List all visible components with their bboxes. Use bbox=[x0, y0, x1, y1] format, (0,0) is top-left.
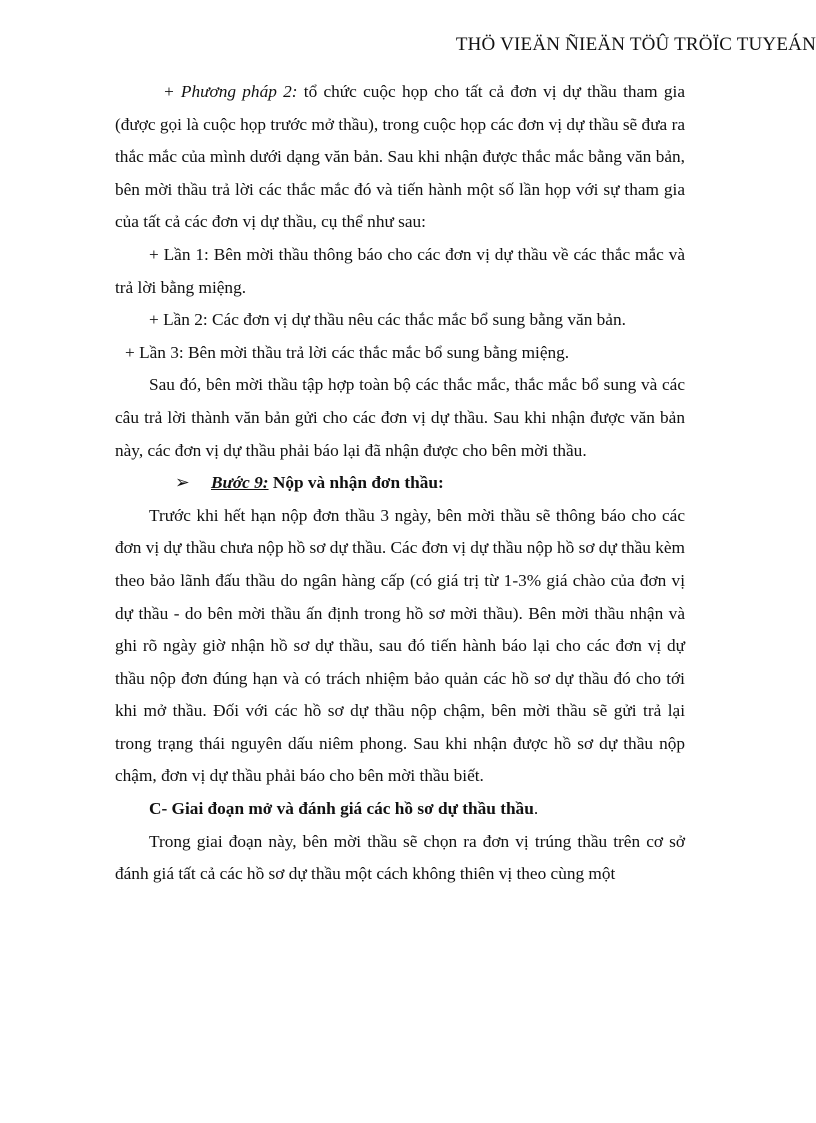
section-c-heading bbox=[115, 793, 685, 826]
step-9-label: Bước 9: bbox=[211, 473, 269, 493]
paragraph-round-1: + Lần 1: Bên mời thầu thông báo cho các đơn vị dự thầu về các thắc mắc và trả lời bằng miệng. bbox=[115, 244, 685, 297]
step-9-heading bbox=[115, 467, 685, 500]
paragraph-submission: Trước khi hết hạn nộp đơn thầu 3 ngày, bên mời thầu sẽ thông báo cho các đơn vị dự thầu chưa nộp hồ sơ dự thầu. Các đơn vị dự thầu nộp hồ sơ dự thầu kèm theo bảo lãnh đấu thầu do ngân hàng cấp (có giá trị từ 1-3% giá chào của đơn vị dự thầu - do bên mời thầu ấn định trong hồ sơ mời thầu). Bên mời thầu nhận và ghi rõ ngày giờ nhận hồ sơ dự thầu, sau đó tiến hành báo lại cho các đơn vị dự thầu nộp đơn đúng hạn và có trách nhiệm bảo quản các hồ sơ dự thầu đó cho tới khi mở thầu. Đối với các hồ sơ dự thầu nộp chậm, bên mời thầu sẽ gửi trả lại trong trạng thái nguyên dấu niêm phong. Sau khi nhận được hồ sơ dự thầu nộp chậm, đơn vị dự thầu phải báo cho bên mời thầu biết. bbox=[115, 505, 685, 786]
paragraph-round-3: + Lần 3: Bên mời thầu trả lời các thắc mắc bổ sung bằng miệng. bbox=[125, 342, 570, 362]
step-9-title: Nộp và nhận đơn thầu: bbox=[268, 473, 444, 493]
paragraph-summary: Sau đó, bên mời thầu tập hợp toàn bộ các thắc mắc, thắc mắc bổ sung và các câu trả lời thành văn bản gửi cho các đơn vị dự thầu. Sau khi nhận được văn bản này, các đơn vị dự thầu phải báo lại đã nhận được cho bên mời thầu. bbox=[115, 375, 685, 460]
paragraph-method-2 bbox=[115, 76, 685, 239]
page-header: THÖ VIEÄN ÑIEÄN TÖÛ TRÖÏC TUYEÁN bbox=[455, 34, 816, 55]
paragraph-round-2: + Lần 2: Các đơn vị dự thầu nêu các thắc mắc bổ sung bằng văn bản. bbox=[149, 310, 626, 330]
section-c-title: C- Giai đoạn mở và đánh giá các hồ sơ dự thầu thầu bbox=[149, 799, 534, 819]
document-body bbox=[115, 76, 685, 891]
arrow-bullet-icon: ➢ bbox=[175, 473, 190, 493]
section-c-dot: . bbox=[533, 799, 539, 819]
method-2-text: tổ chức cuộc họp cho tất cả đơn vị dự thầu tham gia (được gọi là cuộc họp trước mở thầu), trong cuộc họp các đơn vị dự thầu sẽ đưa ra thắc mắc của mình dưới dạng văn bản. Sau khi nhận được thắc mắc bằng văn bản, bên mời thầu trả lời các thắc mắc đó và tiến hành một số lần họp với sự tham gia của tất cả các đơn vị dự thầu, cụ thể như sau: bbox=[115, 82, 685, 232]
paragraph-evaluation: Trong giai đoạn này, bên mời thầu sẽ chọn ra đơn vị trúng thầu trên cơ sở đánh giá tất cả các hồ sơ dự thầu một cách không thiên vị theo cùng một bbox=[115, 831, 685, 884]
method-2-label: + Phương pháp 2: bbox=[163, 82, 298, 101]
